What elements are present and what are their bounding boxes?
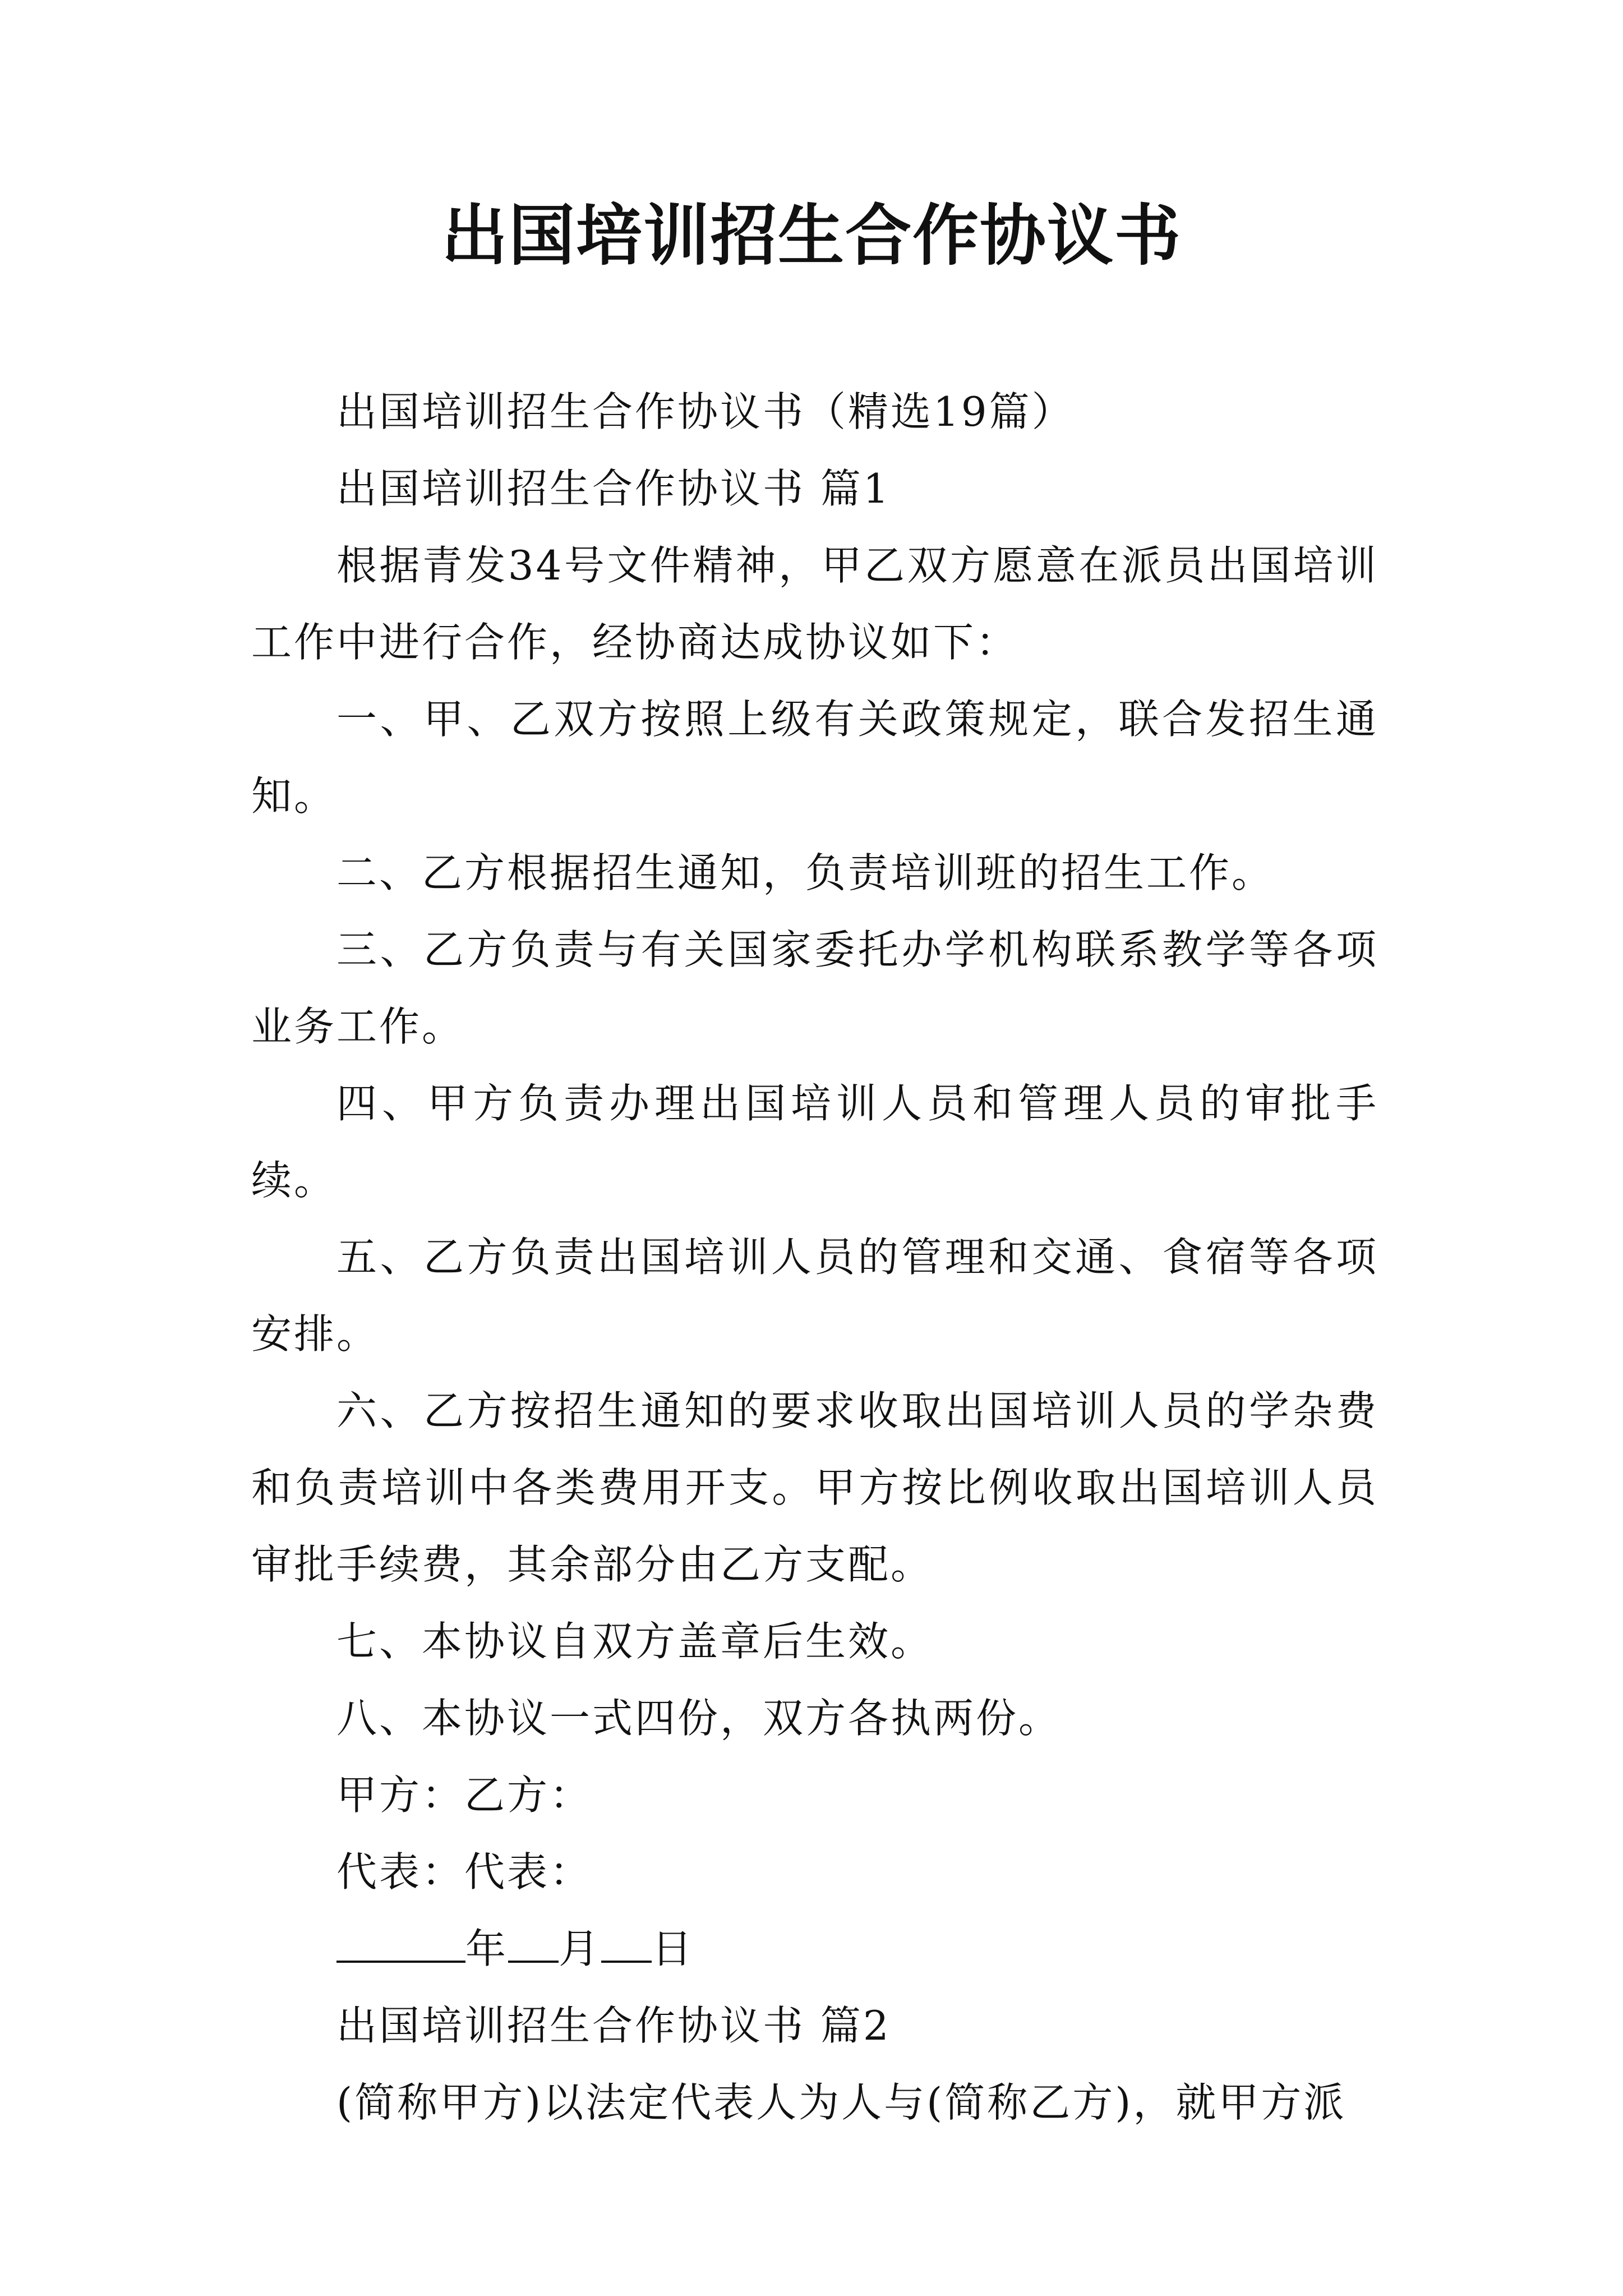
paragraph-clause-7: 七、本协议自双方盖章后生效。: [336, 1618, 934, 1665]
paragraph-clause-4: 四、甲方负责办理出国培训人员和管理人员的审批手续。: [251, 1080, 1378, 1204]
day-blank: [601, 1927, 652, 1963]
paragraph-clause-2: 二、乙方根据招生通知，负责培训班的招生工作。: [336, 849, 1275, 896]
document-body: [251, 374, 1378, 2141]
paragraph-collection-title: 出国培训招生合作协议书（精选19篇）: [336, 388, 1075, 435]
paragraph-representatives: 代表：代表：: [336, 1848, 593, 1895]
document-title: 出国培训招生合作协议书: [441, 196, 1182, 274]
year-blank: [336, 1927, 465, 1963]
paragraph-clause-5: 五、乙方负责出国培训人员的管理和交通、食宿等各项安排。: [251, 1234, 1378, 1358]
month-blank: [508, 1927, 559, 1963]
year-label: 年: [465, 1925, 509, 1972]
paragraph-clause-1: 一、甲、乙双方按照上级有关政策规定，联合发招生通知。: [251, 696, 1378, 820]
paragraph-section-2-intro: (简称甲方)以法定代表人为人与(简称乙方)，就甲方派: [336, 2079, 1347, 2126]
month-label: 月: [559, 1925, 602, 1972]
date-line: [251, 1911, 1378, 1987]
day-label: 日: [652, 1925, 695, 1972]
paragraph-clause-8: 八、本协议一式四份，双方各执两份。: [336, 1695, 1062, 1742]
paragraph-section-2-heading: 出国培训招生合作协议书 篇2: [336, 2002, 891, 2049]
paragraph-clause-3: 三、乙方负责与有关国家委托办学机构联系教学等各项业务工作。: [251, 926, 1378, 1050]
paragraph-intro: 根据青发34号文件精神，甲乙双方愿意在派员出国培训工作中进行合作，经协商达成协议如下：: [251, 542, 1378, 666]
paragraph-section-1-heading: 出国培训招生合作协议书 篇1: [336, 465, 891, 512]
paragraph-clause-6: 六、乙方按招生通知的要求收取出国培训人员的学杂费和负责培训中各类费用开支。甲方按比例收取出国培训人员审批手续费，其余部分由乙方支配。: [251, 1387, 1378, 1588]
paragraph-parties: 甲方：乙方：: [336, 1772, 593, 1819]
